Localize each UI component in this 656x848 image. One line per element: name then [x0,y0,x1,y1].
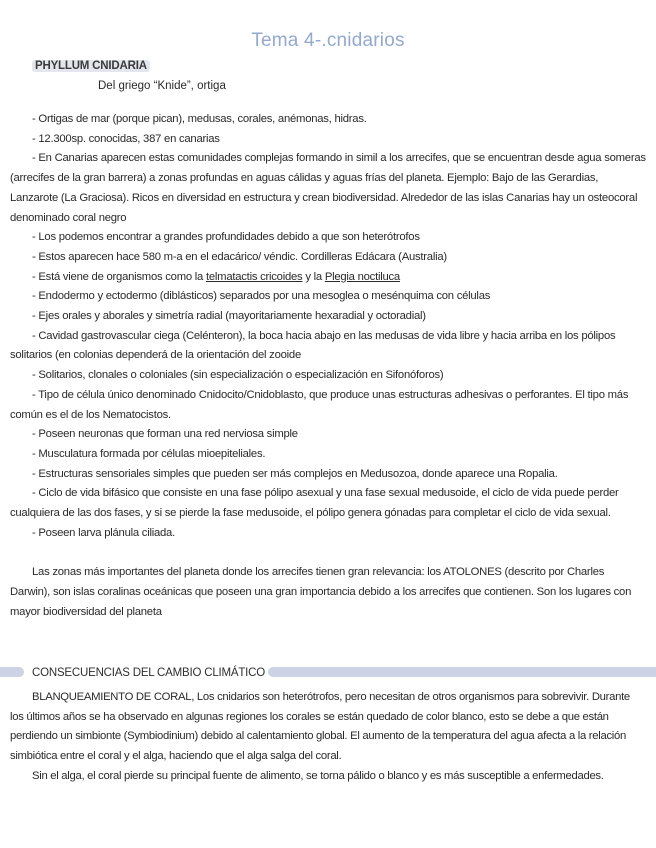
atolones-paragraph: Las zonas más importantes del planeta donde los arrecifes tienen gran relevancia: los ATOLONES (descrito por Charles Darwin), son islas coralinas oceánicas que poseen una gran importancia debido a los arrecifes que contienen. Son los lugares con mayor biodiversidad del planeta [10,566,632,618]
underlined-term: telmatactis cricoides [205,270,303,283]
paragraph: - Poseen larva plánula ciliada. [32,526,175,539]
paragraph: Sin el alga, el coral pierde su principal fuente de alimento, se torna pálido o blanco y es más susceptible a enfermedades. [32,769,604,782]
divider-bar-right [268,667,656,677]
paragraph: - Ejes orales y aborales y simetría radial (mayoritariamente hexaradial y octoradial) [32,310,426,323]
characteristics-list [10,110,646,622]
paragraph: - 12.300sp. conocidas, 387 en canarias [32,132,220,145]
paragraph: - Ortigas de mar (porque pican), medusas, corales, anémonas, hidras. [32,113,367,125]
paragraph: - Solitarios, clonales o coloniales (sin especialización o especialización en Sifonóforos) [32,369,444,382]
paragraph: - Estructuras sensoriales simples que pueden ser más complejos en Medusozoa, donde aparece una Ropalia. [32,467,558,480]
paragraph: - En Canarias aparecen estas comunidades complejas formando in simil a los arrecifes, que se encuentran desde agua someras (arrecifes de la gran barrera) a zonas profundas en aguas cálidas y aguas frías del planeta. Ejemplo: Bajo de las Gerardias, Lanzarote (La Graciosa). Ricos en diversidad en estructura y crean biodiversidad. Alrededor de las islas Canarias hay un osteocoral denominado coral negro [10,152,646,224]
paragraph: - Ciclo de vida bifásico que consiste en una fase pólipo asexual y una fase sexual medusoide, el ciclo de vida puede perder cualquiera de las dos fases, y si se pierde la fase medusoide, el pólipo genera gónadas para completar el ciclo de vida sexual. [10,487,619,520]
paragraph: - Cavidad gastrovascular ciega (Celénteron), la boca hacia abajo en las medusas de vida libre y hacia arriba en los pólipos solitarios (en colonias dependerá de la orientación del zooide [10,329,616,362]
section-heading: CONSECUENCIAS DEL CAMBIO CLIMÁTICO [32,667,266,679]
paragraph: BLANQUEAMIENTO DE CORAL, Los cnidarios son heterótrofos, pero necesitan de otros organismos para sobrevivir. Durante los últimos años se ha observado en algunas regiones los corales se están quedado de color blanco, esto se debe a que están perdiendo un simbionte (Symbiodinium) debido al calentamiento global. El aumento de la temperatura del agua afecta a la relación simbiótica entre el coral y el alga, haciendo que el alga salga del coral. [10,691,630,763]
underlined-term: Plegia noctiluca [324,270,400,283]
paragraph: - Endodermo y ectodermo (diblásticos) separados por una mesoglea o mesénquima con células [32,290,491,303]
etymology-line: Del griego “Knide”, ortiga [98,80,226,92]
paragraph: - Poseen neuronas que forman una red nerviosa simple [32,428,298,441]
paragraph: - Los podemos encontrar a grandes profundidades debido a que son heterótrofos [32,231,420,244]
spacer [10,543,646,563]
section-divider [0,665,656,681]
paragraph: - Musculatura formada por células mioepiteliales. [32,447,266,460]
paragraph: - Tipo de célula único denominado Cnidocito/Cnidoblasto, que produce unas estructuras adhesivas o perforantes. El tipo más común es el de los Nematocistos. [10,388,629,421]
paragraph-with-underline: - Está viene de organismos como la telmatactis cricoides y la Plegia noctiluca [32,270,400,283]
paragraph: - Estos aparecen hace 580 m-a en el edacárico/ véndic. Cordilleras Edácara (Australia) [32,250,447,263]
climate-section-body [10,688,646,787]
divider-bar-left [0,667,24,677]
document-title: Tema 4-.cnidarios [251,30,405,51]
phyllum-heading: PHYLLUM CNIDARIA [32,60,150,72]
